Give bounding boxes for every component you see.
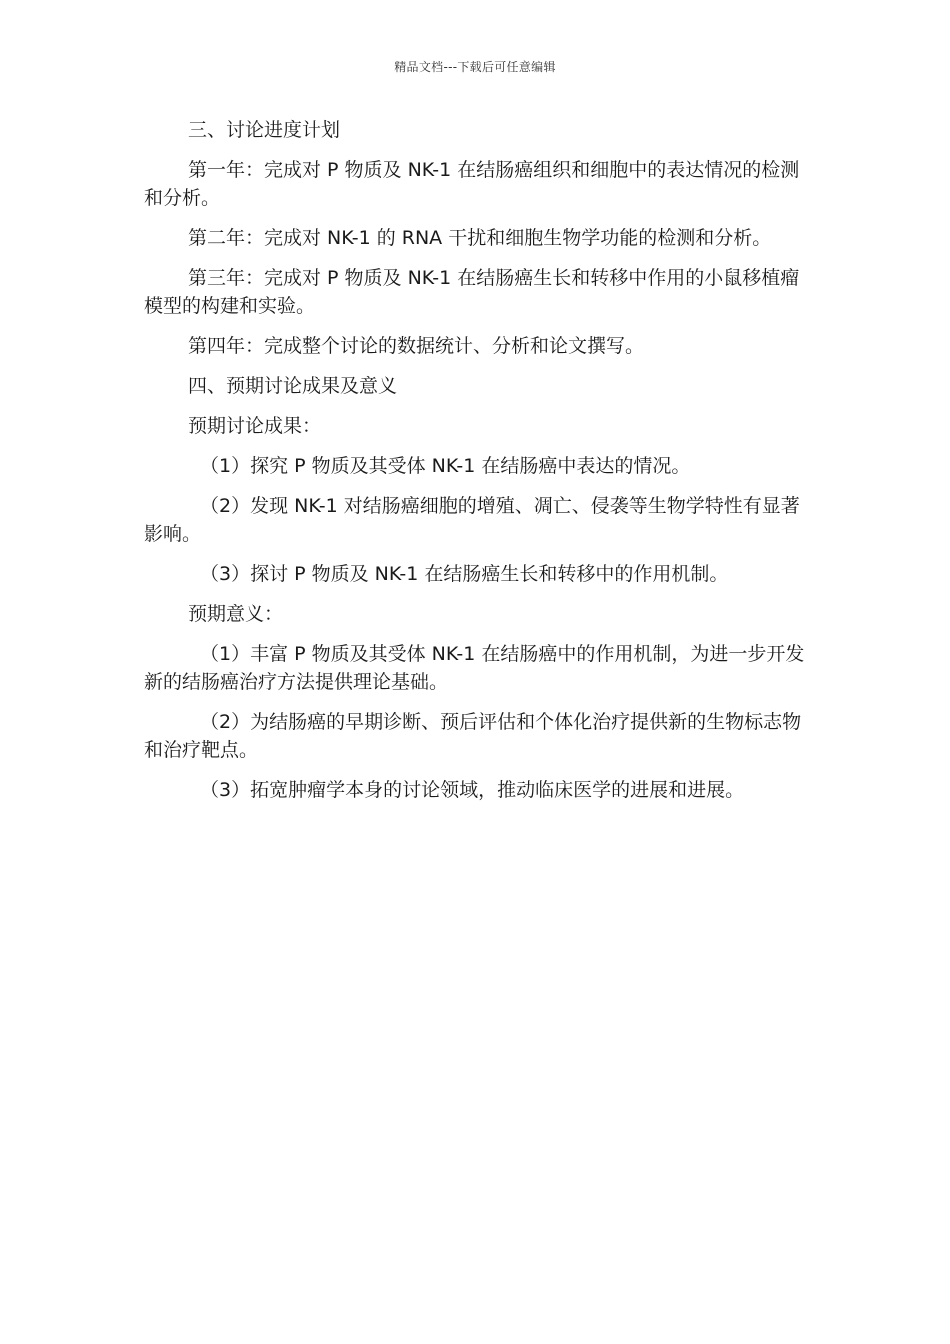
list-item-result-1: （1）探究 P 物质及其受体 NK-1 在结肠癌中表达的情况。	[200, 455, 691, 477]
paragraph-year-two: 第二年：完成对 NK-1 的 RNA 干扰和细胞生物学功能的检测和分析。	[188, 227, 772, 249]
section-heading-schedule: 三、讨论进度计划	[188, 119, 341, 141]
paragraph-year-three: 第三年：完成对 P 物质及 NK-1 在结肠癌生长和转移中作用的小鼠移植瘤模型的构建和实验。	[144, 267, 800, 317]
paragraph-year-one: 第一年：完成对 P 物质及 NK-1 在结肠癌组织和细胞中的表达情况的检测和分析。	[144, 159, 800, 209]
list-item-significance-3: （3）拓宽肿瘤学本身的讨论领域，推动临床医学的进展和进展。	[200, 779, 745, 801]
list-item-significance-1: （1）丰富 P 物质及其受体 NK-1 在结肠癌中的作用机制，为进一步开发新的结肠癌治疗方法提供理论基础。	[144, 643, 805, 693]
subheading-expected-significance: 预期意义：	[188, 603, 284, 625]
section-heading-expected: 四、预期讨论成果及意义	[188, 375, 398, 397]
document-body	[144, 116, 809, 816]
page-header: 精品文档---下载后可任意编辑	[394, 60, 556, 74]
subheading-expected-results: 预期讨论成果：	[188, 415, 322, 437]
list-item-result-3: （3）探讨 P 物质及 NK-1 在结肠癌生长和转移中的作用机制。	[200, 563, 729, 585]
paragraph-year-four: 第四年：完成整个讨论的数据统计、分析和论文撰写。	[188, 335, 645, 357]
list-item-result-2: （2）发现 NK-1 对结肠癌细胞的增殖、凋亡、侵袭等生物学特性有显著影响。	[144, 495, 800, 545]
list-item-significance-2: （2）为结肠癌的早期诊断、预后评估和个体化治疗提供新的生物标志物和治疗靶点。	[144, 711, 802, 761]
